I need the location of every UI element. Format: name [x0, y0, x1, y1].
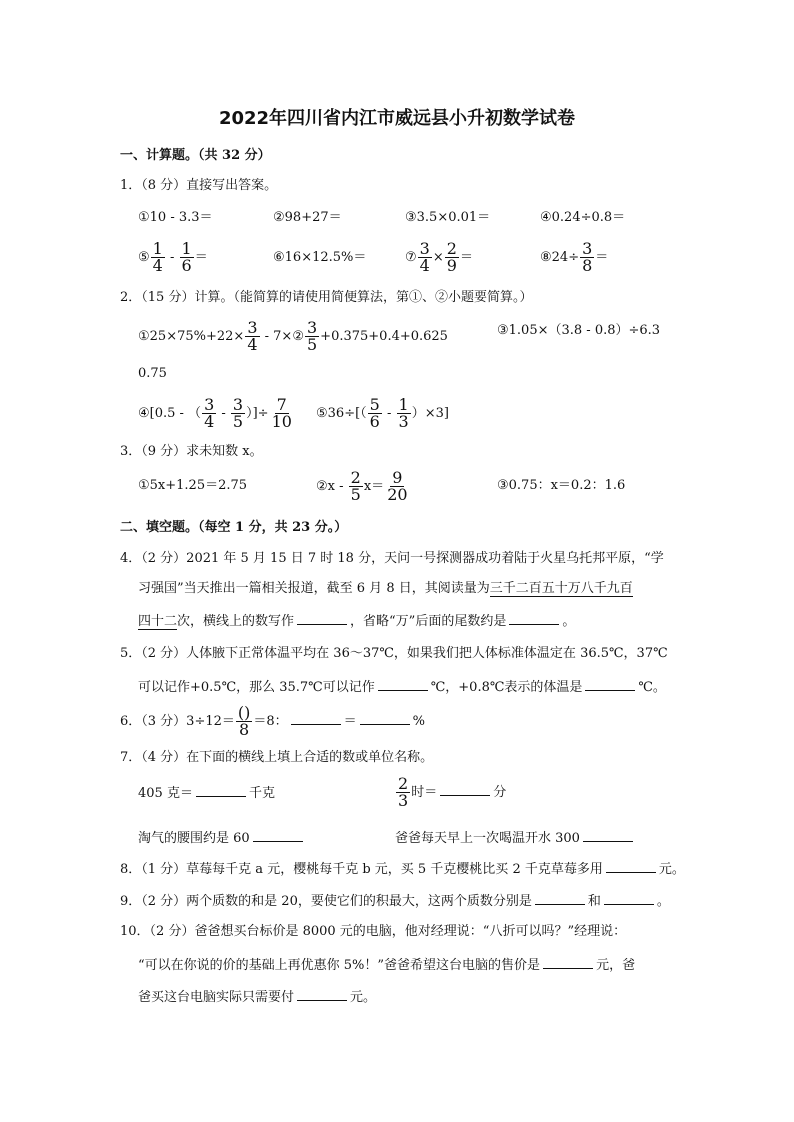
denominator: 4 [204, 412, 215, 431]
denominator: 3 [398, 412, 409, 431]
q1-item-2: ②98+27＝ [273, 210, 342, 225]
denominator: 5 [306, 335, 318, 354]
q2-item-5 [316, 397, 449, 430]
fraction [397, 397, 411, 430]
q10-line-2 [138, 956, 635, 974]
numerator: 9 [392, 468, 403, 487]
q7-item-b [395, 776, 506, 809]
answer-blank[interactable] [583, 829, 633, 842]
operator: × [432, 250, 444, 265]
q1-item-6: ⑥16×12.5%＝ [273, 250, 367, 265]
denominator: 5 [350, 485, 361, 504]
q3-item-2 [316, 470, 411, 503]
question-text: ℃，+0.8℃表示的体温是 [430, 680, 583, 695]
numerator: 3 [232, 395, 244, 414]
section-heading-fill: 二、填空题。（每空 1 分，共 23 分。） [120, 520, 348, 535]
operator: ＝ [459, 250, 473, 265]
question-text: 和 [587, 894, 601, 909]
fraction [151, 241, 165, 274]
denominator: 6 [181, 256, 192, 275]
expression-text: ⑤36÷[（ [316, 406, 367, 421]
answer-blank[interactable] [604, 892, 654, 905]
question-text: 次，横线上的数写作 [177, 614, 295, 629]
answer-blank[interactable] [297, 988, 347, 1001]
denominator: 4 [419, 256, 430, 275]
operator: ＝ [343, 714, 357, 729]
fraction [236, 705, 252, 738]
denominator: 4 [152, 256, 163, 275]
denominator: 8 [582, 256, 593, 275]
answer-blank[interactable] [509, 612, 559, 625]
answer-blank[interactable] [196, 784, 246, 797]
denominator: 8 [239, 720, 250, 739]
q5-line-1: 5．（2 分）人体腋下正常体温平均在 36～37℃，如果我们把人体标准体温定在 36.5℃，37℃ [120, 646, 668, 661]
q7-item-d [395, 829, 636, 847]
question-text: 6．（3 分）3÷12＝ [120, 714, 235, 729]
fraction [445, 241, 459, 274]
operator: - [382, 406, 396, 421]
numerator-blank[interactable]: () [237, 703, 251, 722]
fraction [368, 397, 382, 430]
underlined-number: 三千二百五十万八千九百 [489, 581, 633, 596]
question-text: 元，爸 [596, 958, 636, 973]
answer-blank[interactable] [585, 678, 635, 691]
q1-item-4: ④0.24÷0.8＝ [540, 210, 626, 225]
question-text: ＝8： [253, 714, 288, 729]
q6-line [120, 705, 425, 738]
numerator: 1 [398, 395, 409, 414]
denominator: 9 [446, 256, 457, 275]
operator: - [165, 250, 179, 265]
q1-heading: 1．（8 分）直接写出答案。 [120, 178, 278, 193]
q3-heading: 3．（9 分）求未知数 x。 [120, 444, 263, 459]
fraction [396, 776, 410, 809]
numerator: 3 [204, 395, 215, 414]
fraction [349, 470, 363, 503]
q1-item-8 [540, 241, 608, 274]
numerator: 2 [350, 468, 361, 487]
expression-text: ②x - [316, 479, 348, 494]
q1-item-5 [138, 241, 208, 274]
q7-heading: 7．（4 分）在下面的横线上填上合适的数或单位名称。 [120, 750, 434, 765]
q8-line [120, 860, 685, 878]
question-text: 。 [562, 614, 576, 629]
q7-item-a [138, 784, 275, 802]
answer-blank[interactable] [440, 783, 490, 796]
fraction [180, 241, 194, 274]
question-text: 405 克＝ [138, 786, 193, 801]
numerator: 3 [419, 239, 430, 258]
q2-item-4 [138, 397, 295, 430]
item-marker: ② [292, 329, 304, 344]
question-text: 9．（2 分）两个质数的和是 20，要使它们的积最大，这两个质数分别是 [120, 894, 532, 909]
question-text: ，省略“万”后面的尾数约是 [350, 614, 507, 629]
page-title: 2022年四川省内江市威远县小升初数学试卷 [218, 108, 576, 129]
item-marker: ⑦ [405, 250, 417, 265]
answer-blank[interactable] [535, 892, 585, 905]
q1-item-1: ①10 - 3.3＝ [138, 210, 213, 225]
fraction [245, 320, 259, 353]
question-text: 元。 [658, 862, 685, 877]
q2-heading: 2．（15 分）计算。（能简算的请使用简便算法，第①、②小题要简算。） [120, 290, 533, 305]
numerator: 5 [369, 395, 380, 414]
fraction [385, 470, 409, 503]
denominator: 5 [232, 412, 244, 431]
operator: ＝ [194, 250, 208, 265]
question-text: 爸爸每天早上一次喝温开水 300 [395, 831, 580, 846]
answer-blank[interactable] [378, 678, 428, 691]
q3-item-1: ①5x+1.25＝2.75 [138, 478, 248, 493]
operator: ＝ [595, 250, 609, 265]
fraction [418, 241, 432, 274]
question-text: ℃。 [638, 680, 666, 695]
fraction [305, 320, 319, 353]
q4-line-1: 4．（2 分）2021 年 5 月 15 日 7 时 18 分，天问一号探测器成功着陆于火星乌托邦平原，“学 [120, 551, 664, 566]
expression-text: ）]÷ [246, 406, 269, 421]
question-text: 8．（1 分）草莓每千克 a 元，樱桃每千克 b 元，买 5 千克樱桃比买 2 千克草莓多用 [120, 862, 603, 877]
answer-blank[interactable] [360, 712, 410, 725]
question-text: 千克 [248, 786, 275, 801]
q2-wrap-text: 0.75 [138, 366, 167, 381]
q4-line-3 [138, 612, 575, 630]
expression-text: ）×3] [411, 406, 449, 421]
expression-text: +0.375+0.4+0.625 [320, 329, 448, 344]
answer-blank[interactable] [606, 860, 656, 873]
denominator: 20 [387, 485, 408, 504]
q10-line-1: 10．（2 分）爸爸想买台标价是 8000 元的电脑，他对经理说：“八折可以吗？”经理说： [120, 924, 627, 939]
question-text: 。 [656, 894, 670, 909]
numerator: 1 [181, 239, 192, 258]
numerator: 7 [276, 395, 287, 414]
answer-blank[interactable] [297, 612, 347, 625]
denominator: 3 [398, 791, 409, 810]
q3-item-3: ③0.75：x＝0.2：1.6 [497, 478, 626, 493]
answer-blank[interactable] [291, 712, 341, 725]
numerator: 3 [582, 239, 593, 258]
q1-item-3: ③3.5×0.01＝ [405, 210, 491, 225]
q5-line-2 [138, 678, 666, 696]
numerator: 2 [398, 774, 409, 793]
section-heading-calc: 一、计算题。（共 32 分） [120, 148, 271, 163]
question-text: % [412, 714, 426, 729]
question-text: 可以记作+0.5℃，那么 35.7℃可以记作 [138, 680, 375, 695]
question-text: 淘气的腰围约是 60 [138, 831, 250, 846]
fraction [270, 397, 294, 430]
q1-item-7 [405, 241, 473, 274]
question-text: 元。 [350, 990, 377, 1005]
q2-item-1 [138, 320, 448, 353]
numerator: 3 [247, 318, 258, 337]
operator: - [217, 406, 230, 421]
q4-line-2 [138, 581, 633, 597]
question-text: 习强国”当天推出一篇相关报道，截至 6 月 8 日，其阅读量为 [138, 581, 490, 596]
expression-text: ④[0.5 - （ [138, 406, 202, 421]
fraction [580, 241, 594, 274]
answer-blank[interactable] [253, 829, 303, 842]
q2-item-3: ③1.05×（3.8 - 0.8）÷6.3 [497, 323, 661, 338]
expression-text: ①25×75%+22× [138, 329, 245, 344]
denominator: 10 [271, 412, 292, 431]
denominator: 4 [247, 335, 258, 354]
fraction [202, 397, 216, 430]
q10-line-3 [138, 988, 376, 1006]
numerator: 2 [446, 239, 457, 258]
q7-item-c [138, 829, 306, 847]
item-marker: ⑧24÷ [540, 250, 580, 265]
question-text: 时＝ [411, 785, 438, 800]
q9-line [120, 892, 670, 910]
expression-text: x＝ [363, 479, 385, 494]
answer-blank[interactable] [543, 956, 593, 969]
question-text: 分 [493, 785, 507, 800]
numerator: 1 [152, 239, 163, 258]
fraction [231, 397, 245, 430]
denominator: 6 [369, 412, 380, 431]
underlined-number: 四十二 [138, 614, 178, 629]
numerator: 3 [306, 318, 318, 337]
question-text: 爸买这台电脑实际只需要付 [138, 990, 295, 1005]
question-text: “可以在你说的价的基础上再优惠你 5%！”爸爸希望这台电脑的售价是 [138, 958, 541, 973]
expression-text: - 7× [260, 329, 293, 344]
item-marker: ⑤ [138, 250, 150, 265]
